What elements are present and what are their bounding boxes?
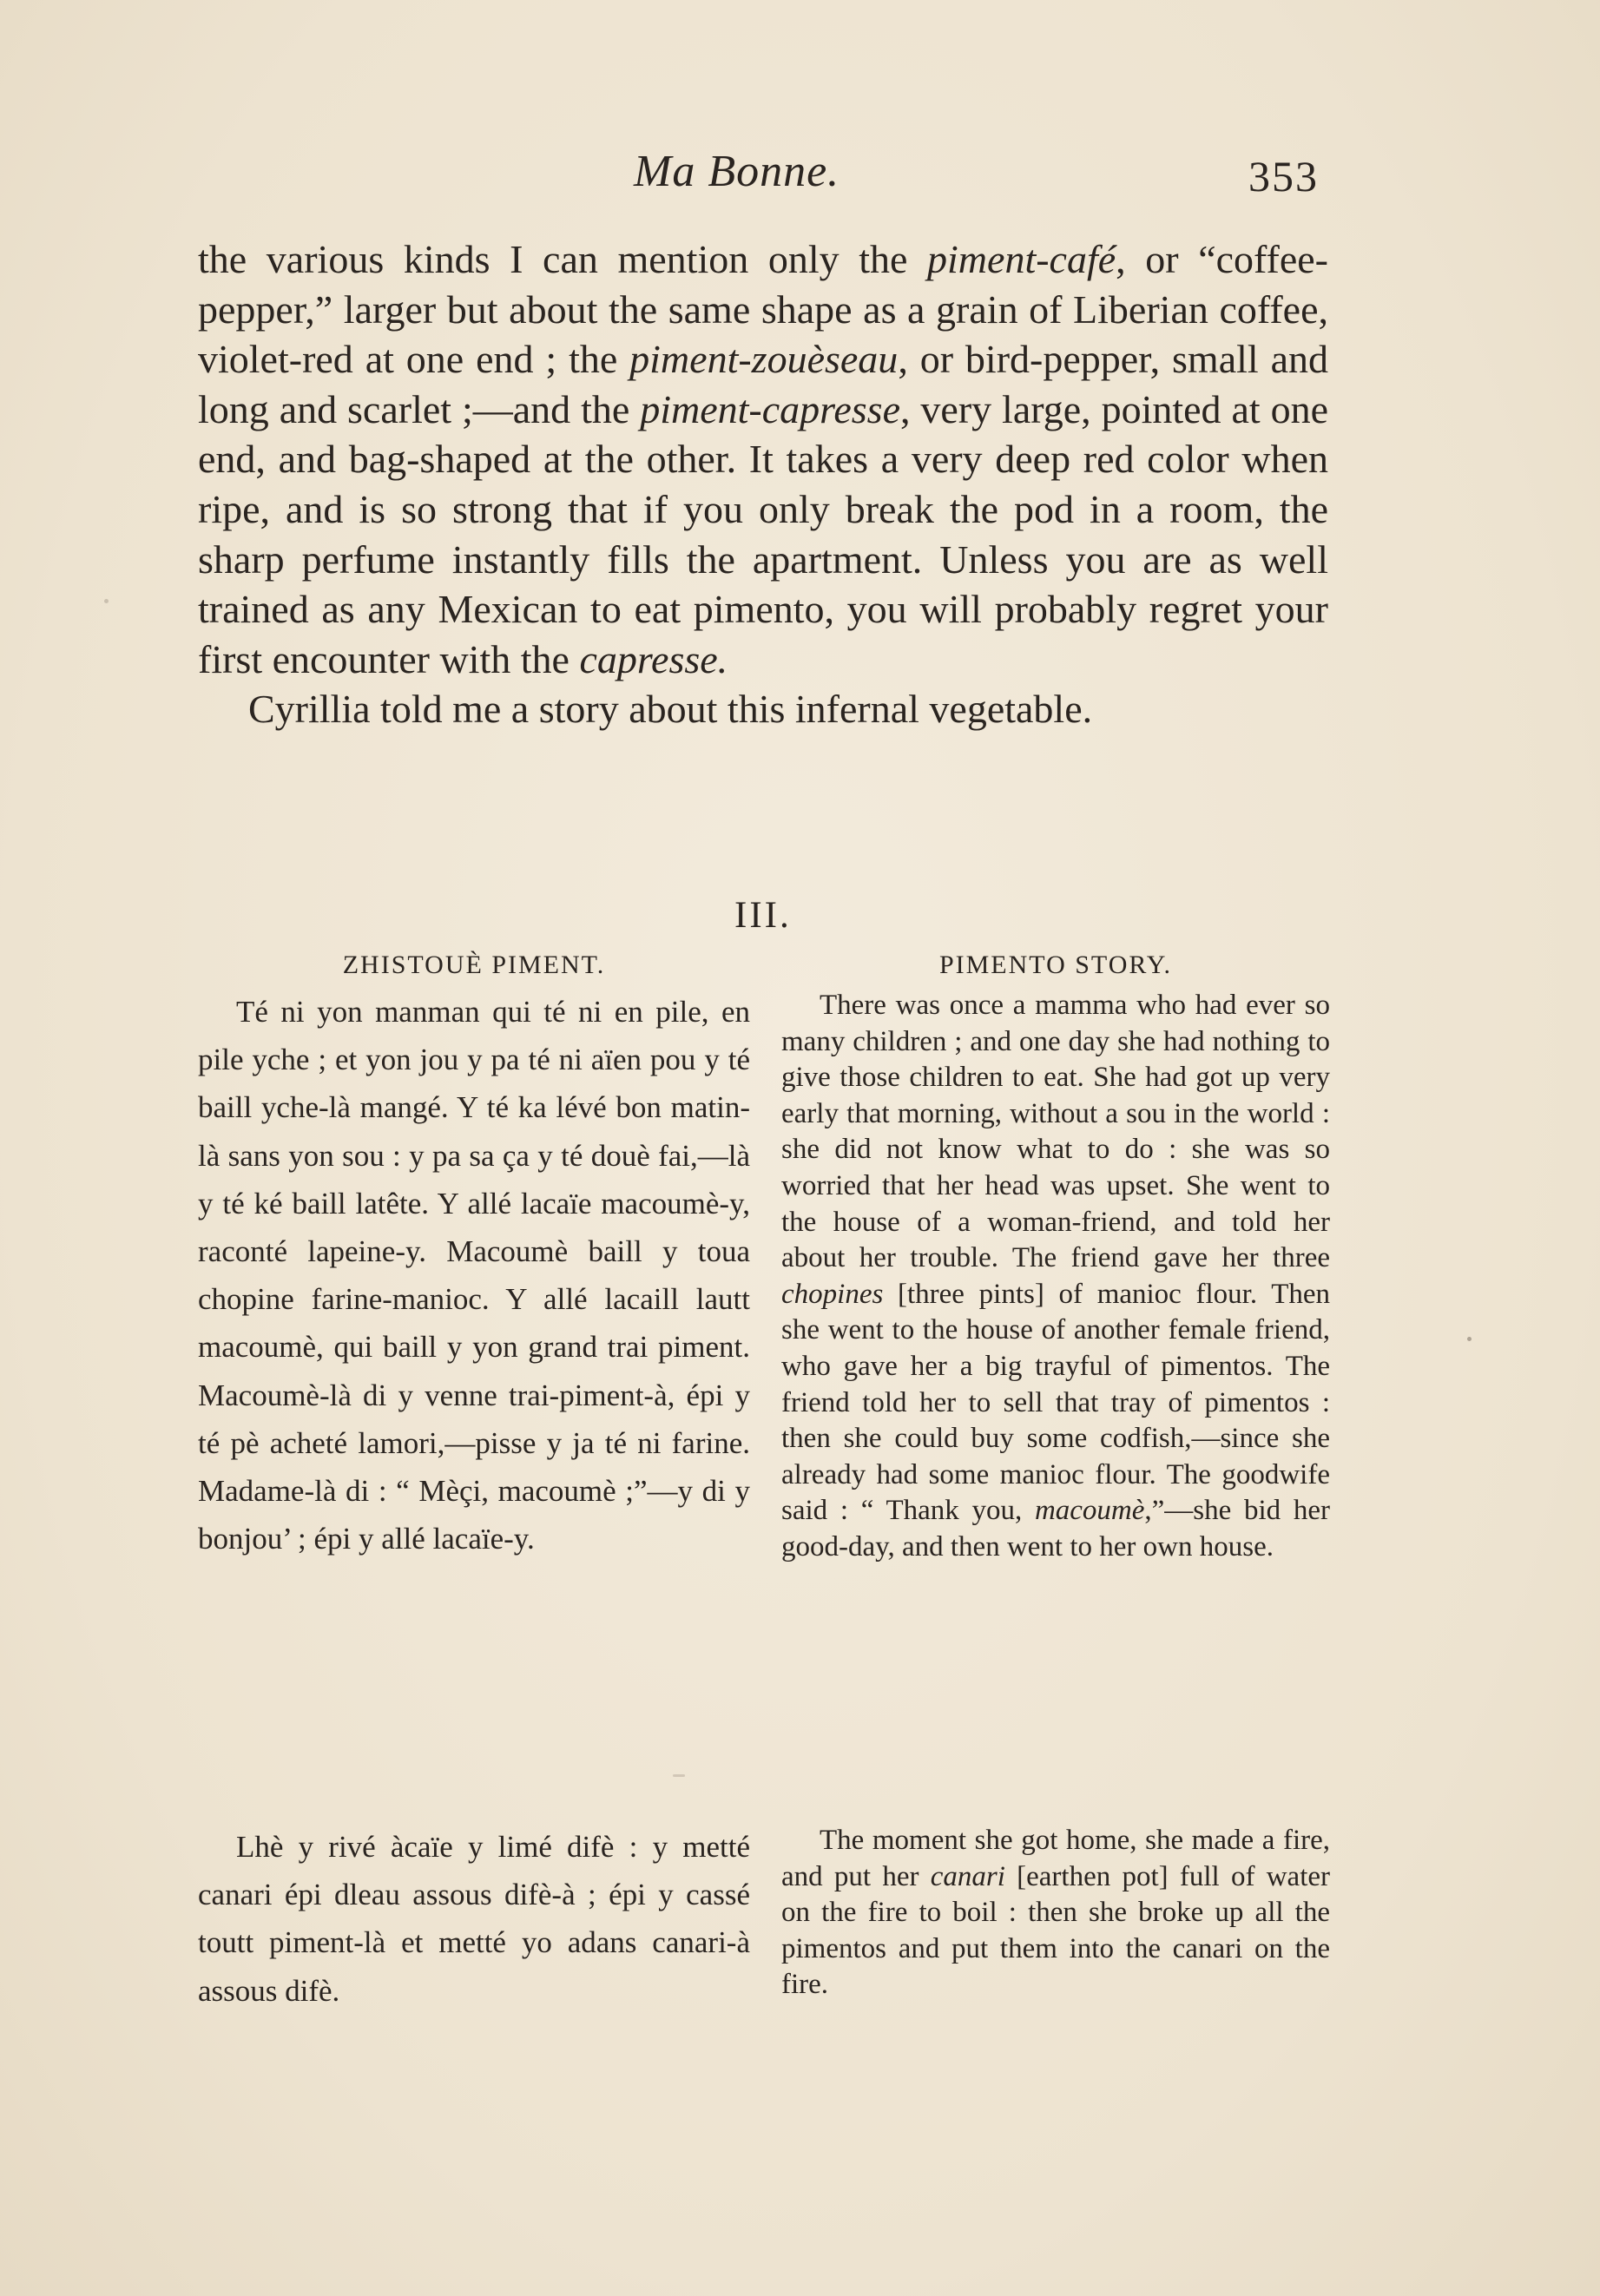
italic-term: capresse. [579, 636, 728, 681]
paper-speck [104, 599, 109, 603]
italic-term: piment-café [927, 237, 1116, 281]
running-head: Ma Bonne. [634, 147, 840, 196]
english-paragraph-2: The moment she got home, she made a fire, and put her canari [earthen pot] full of water on the fire to boil : then she broke up all the pimentos and put them into the canari on the fire. [781, 1825, 1330, 2001]
italic-term: macoumè [1034, 1495, 1145, 1527]
english-paragraph-1: There was once a mamma who had ever so many children ; and one day she had nothing to give those children to eat. She had got up very early that morning, without a sou in the world : she did not know what to do : she was so worried that her head was upset. She went to the house of a woman-friend, and told her about her trouble. The friend gave her three chopines [three pints] of manioc flour. Then she went to the house of another female friend, who gave her a big trayful of pimentos. The friend told her to sell that tray of pimentos : then she could buy some codfish,—since she already had some manioc flour. The goodwife said : “ Thank you, macoumè,”—she bid her good-day, and then went to her own house. [781, 990, 1330, 1562]
english-heading: PIMENTO STORY. [938, 951, 1173, 979]
english-column [781, 948, 1330, 1566]
creole-paragraph-1: Té ni yon manman qui té ni en pile, en pile yche ; et yon jou y pa té ni aïen pou y té baill yche-là mangé. Y té ka lévé bon matin-là sans yon sou : y pa sa ça y té douè fai,—là y té ké baill latête. Y allé lacaïe macoumè-y, raconté lapeine-y. Macoumè baill y toua chopine farine-manioc. Y allé lacaill lautt macoumè, qui baill y yon grand trai piment. Macoumè-là di y venne trai-piment-à, épi y té pè acheté lamori,—pisse y ja té ni farine. Madame-là di : “ Mèçi, macoumè ;”—y di y bonjou’ ; épi y allé lacaïe-y. [198, 995, 750, 1556]
italic-term: piment-capresse [640, 386, 900, 431]
creole-paragraph-2: Lhè y rivé àcaïe y limé difè : y metté canari épi dleau assous difè-à ; épi y cassé toutt piment-là et metté yo adans canari-à assous difè. [198, 1830, 750, 2008]
section-number: III. [734, 895, 792, 936]
creole-heading: ZHISTOUÈ PIMENT. [342, 951, 606, 979]
page-number: 353 [1248, 152, 1319, 201]
intro-paragraph-2: Cyrillia told me a story about this infernal vegetable. [248, 687, 1093, 732]
paper-speck [1467, 1337, 1472, 1341]
intro-paragraph-1: the various kinds I can mention only the piment-café, or “coffee-pepper,” larger but about the same shape as a grain of Liberian coffee, violet-red at one end ; the piment-zouèseau, or bird-pepper, small and long and scarlet ;—and the piment-capresse, very large, pointed at one end, and bag-shaped at the other. It takes a very deep red color when ripe, and is so strong that if you only break the pod in a room, the sharp perfume instantly fills the apartment. Unless you are as well trained as any Mexican to eat pimento, you will probably regret your first encounter with the capresse. [198, 237, 1328, 681]
intro-text [198, 234, 1328, 734]
creole-column [198, 948, 750, 1562]
paper-speck [673, 1774, 685, 1777]
italic-term: chopines [781, 1278, 884, 1310]
italic-term: canari [930, 1860, 1005, 1892]
italic-term: piment-zouèseau [629, 337, 899, 382]
